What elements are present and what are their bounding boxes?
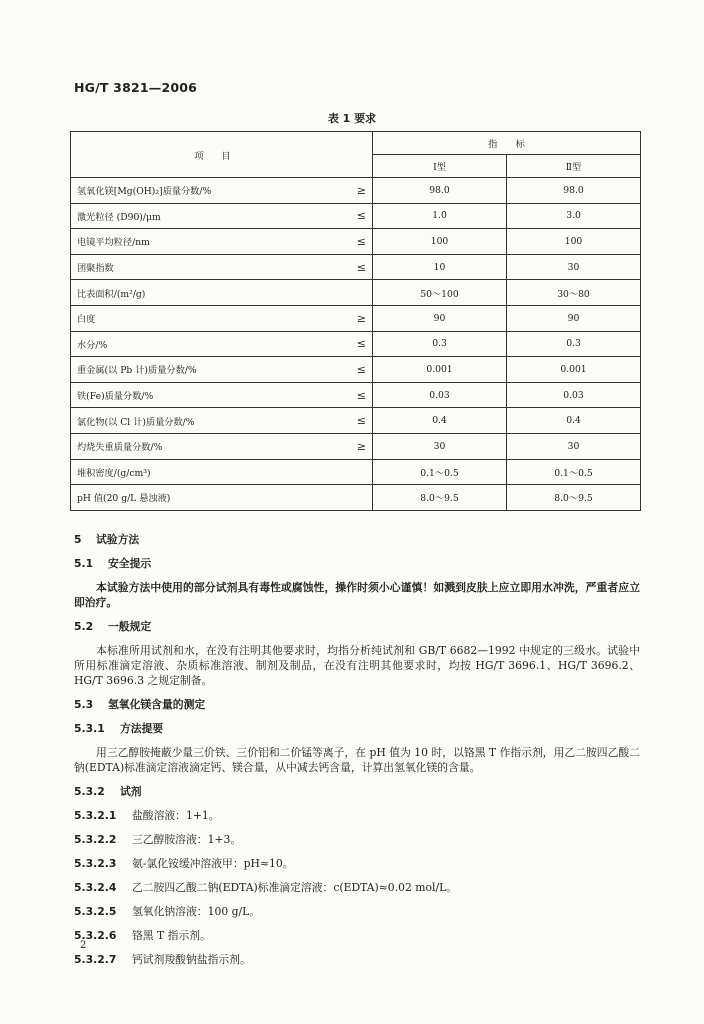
reagent-item: 5.3.2.6 铬黑 T 指示剂。 [74, 929, 211, 942]
table-row: 灼烧失重质量分数/% ≥ 30 30 [71, 433, 641, 459]
reagent-item: 5.3.2.4 乙二胺四乙酸二钠(EDTA)标准滴定溶液：c(EDTA)≈0.02 mol/L。 [74, 881, 458, 894]
table-title: 表 1 要求 [327, 112, 377, 125]
table-row: 重金属(以 Pb 计)质量分数/% ≤ 0.001 0.001 [71, 357, 641, 383]
table-row: 激光粒径 (D90)/μm ≤ 1.0 3.0 [71, 203, 641, 229]
subsection-heading: 5.2 一般规定 [74, 620, 152, 633]
column-header-indicator: 指 标 [373, 132, 641, 155]
standard-code: HG/T 3821—2006 [74, 80, 198, 95]
table-row: 氢氧化镁[Mg(OH)₂]质量分数/% ≥ 98.0 98.0 [71, 178, 641, 204]
reagent-item: 5.3.2.5 氢氧化钠溶液：100 g/L。 [74, 905, 261, 918]
table-row: 白度 ≥ 90 90 [71, 305, 641, 331]
table-row: 铁(Fe)质量分数/% ≤ 0.03 0.03 [71, 382, 641, 408]
reagent-item: 5.3.2.3 氨-氯化铵缓冲溶液甲：pH≈10。 [74, 857, 294, 870]
safety-paragraph: 本试验方法中使用的部分试剂具有毒性或腐蚀性，操作时须小心谨慎！如溅到皮肤上应立即用水冲洗，严重者应立即治疗。 [74, 581, 640, 609]
table-row: 氯化物(以 Cl 计)质量分数/% ≤ 0.4 0.4 [71, 408, 641, 434]
table-row: 水分/% ≤ 0.3 0.3 [71, 331, 641, 357]
page-number: 2 [80, 940, 87, 951]
column-header-type1: Ⅰ型 [373, 155, 507, 178]
section-heading: 5 试验方法 [74, 533, 140, 546]
reagent-item: 5.3.2.1 盐酸溶液：1+1。 [74, 809, 220, 822]
column-header-type2: Ⅱ型 [507, 155, 641, 178]
table-row: 比表面积/(m²/g) 50～100 30～80 [71, 280, 641, 306]
subsection-heading: 5.3.1 方法提要 [74, 722, 164, 735]
test-methods-section [74, 532, 640, 976]
table-row: 团聚指数 ≤ 10 30 [71, 254, 641, 280]
subsection-heading: 5.3.2 试剂 [74, 785, 142, 798]
subsection-heading: 5.3 氢氧化镁含量的测定 [74, 698, 206, 711]
requirements-table [70, 131, 641, 511]
table-row: 堆积密度/(g/cm³) 0.1～0.5 0.1～0.5 [71, 459, 641, 485]
reagent-item: 5.3.2.2 三乙醇胺溶液：1+3。 [74, 833, 242, 846]
method-summary-paragraph: 用三乙醇胺掩蔽少量三价铁、三价铝和二价锰等离子，在 pH 值为 10 时，以铬黑 T 作指示剂，用乙二胺四乙酸二钠(EDTA)标准滴定溶液滴定钙、镁合量，从中减去钙含量，计算出氢氧化镁的含量。 [74, 746, 640, 774]
column-header-item: 项目 [71, 132, 373, 178]
table-row: pH 值(20 g/L 悬浊液) 8.0～9.5 8.0～9.5 [71, 485, 641, 511]
subsection-heading: 5.1 安全提示 [74, 557, 152, 570]
general-rules-paragraph: 本标准所用试剂和水，在没有注明其他要求时，均指分析纯试剂和 GB/T 6682—1992 中规定的三级水。试验中所用标准滴定溶液、杂质标准溶液、制剂及制品，在没有注明其他要求时，均按 HG/T 3696.1、HG/T 3696.2、HG/T 3696.3 之规定制备。 [74, 644, 640, 687]
table-row: 电镜平均粒径/nm ≤ 100 100 [71, 229, 641, 255]
reagent-item: 5.3.2.7 钙试剂羧酸钠盐指示剂。 [74, 953, 251, 966]
